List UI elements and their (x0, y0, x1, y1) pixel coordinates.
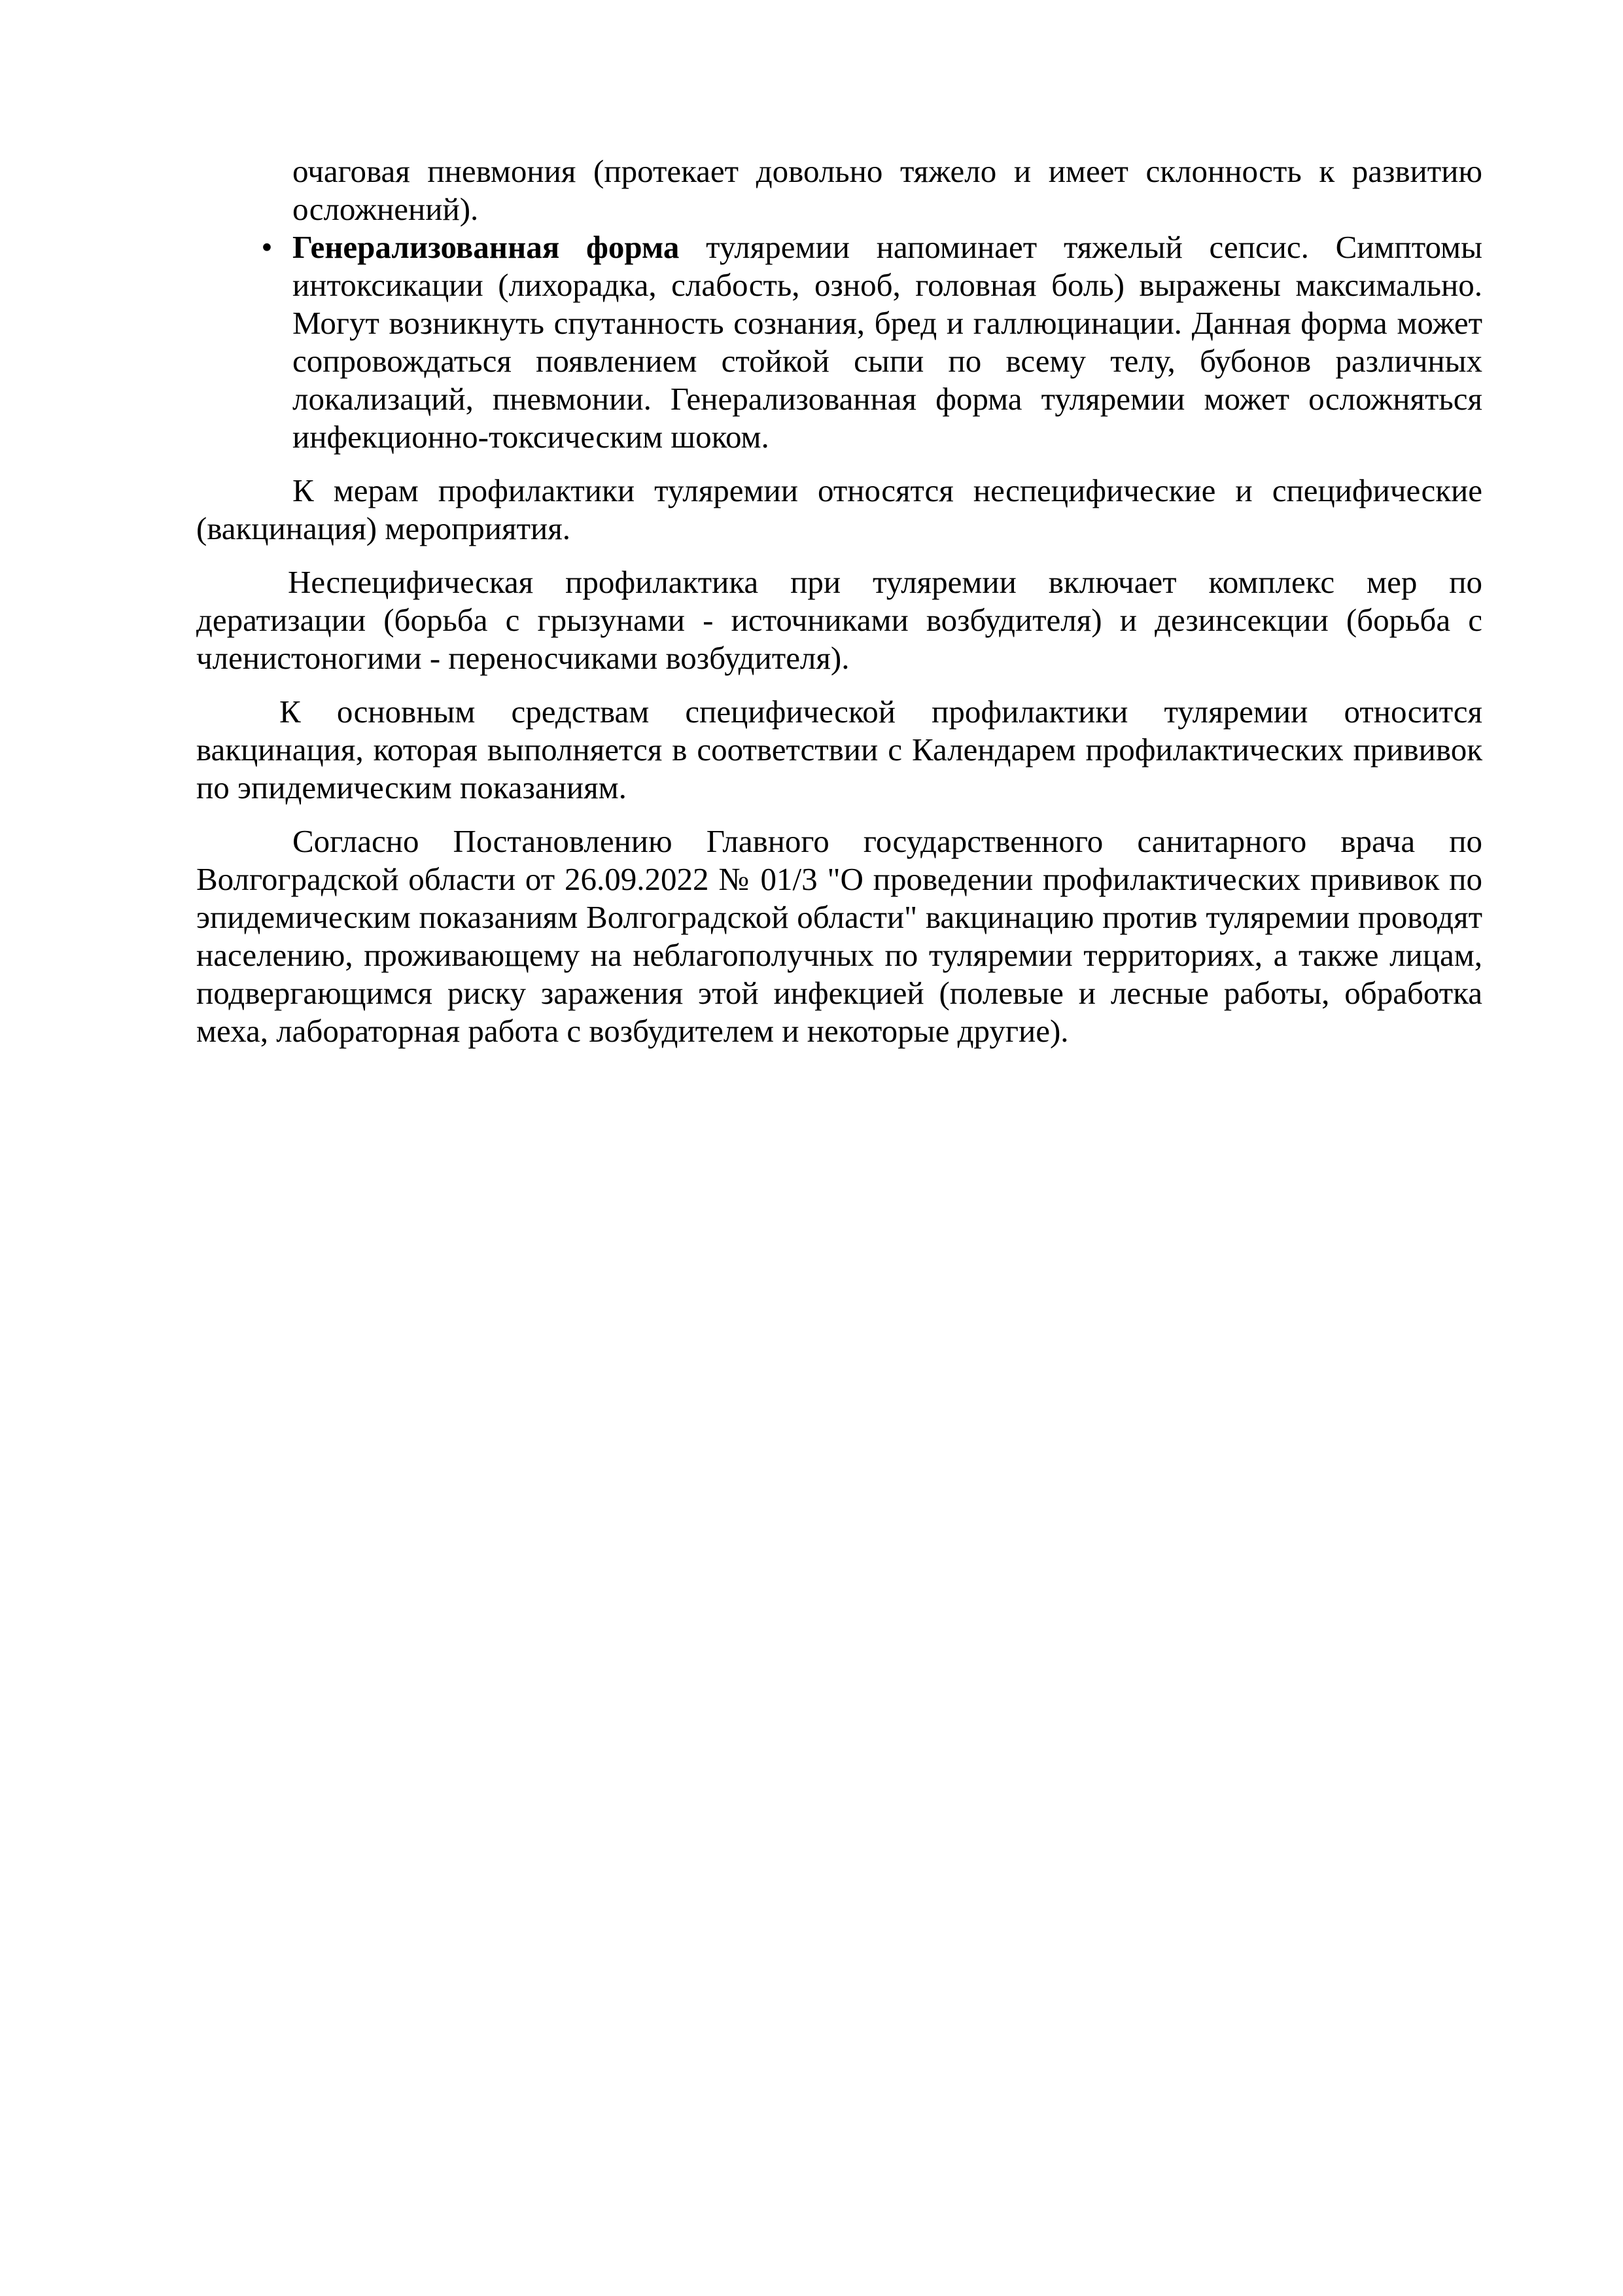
list-item-bold-lead: Генерализованная форма (292, 229, 680, 265)
paragraph-nonspecific-prevention: Неспецифическая профилактика при туляремии включает комплекс мер по дератизации (борьба с грызунами - источниками возбудителя) и дезинсекции (борьба с членистоногими - переносчиками возбудителя). (196, 564, 1482, 676)
list-item-generalized-form (196, 228, 1482, 456)
paragraph-resolution: Согласно Постановлению Главного государственного санитарного врача по Волгоградской области от 26.09.2022 № 01/3 "О проведении профилактических прививок по эпидемическим показаниям Волгоградской области" вакцинацию против туляремии проводят населению, проживающему на неблагополучных по туляремии территориях, а также лицам, подвергающимся риску заражения этой инфекцией (полевые и лесные работы, обработка меха, лабораторная работа с возбудителем и некоторые другие). (196, 823, 1482, 1049)
list-item-text: очаговая пневмония (протекает довольно тяжело и имеет склонность к развитию осложнений). (292, 153, 1482, 227)
tularemia-forms-list (196, 152, 1482, 456)
paragraph-specific-prevention: К основным средствам специфической профилактики туляремии относится вакцинация, которая выполняется в соответствии с Календарем профилактических прививок по эпидемическим показаниям. (196, 694, 1482, 805)
list-item-focal-pneumonia (196, 152, 1482, 228)
document-body (196, 152, 1482, 1050)
bullet-icon: • (261, 229, 273, 265)
list-item-text: туляремии напоминает тяжелый сепсис. Симптомы интоксикации (лихорадка, слабость, озноб, головная боль) выражены максимально. Могут возникнуть спутанность сознания, бред и галлюцинации. Данная форма может сопровождаться появлением стойкой сыпи по всему телу, бубонов различных локализаций, пневмонии. Генерализованная форма туляремии может осложняться инфекционно-токсическим шоком. (292, 229, 1482, 455)
paragraph-prevention-measures: К мерам профилактики туляремии относятся неспецифические и специфические (вакцинация) мероприятия. (196, 472, 1482, 546)
